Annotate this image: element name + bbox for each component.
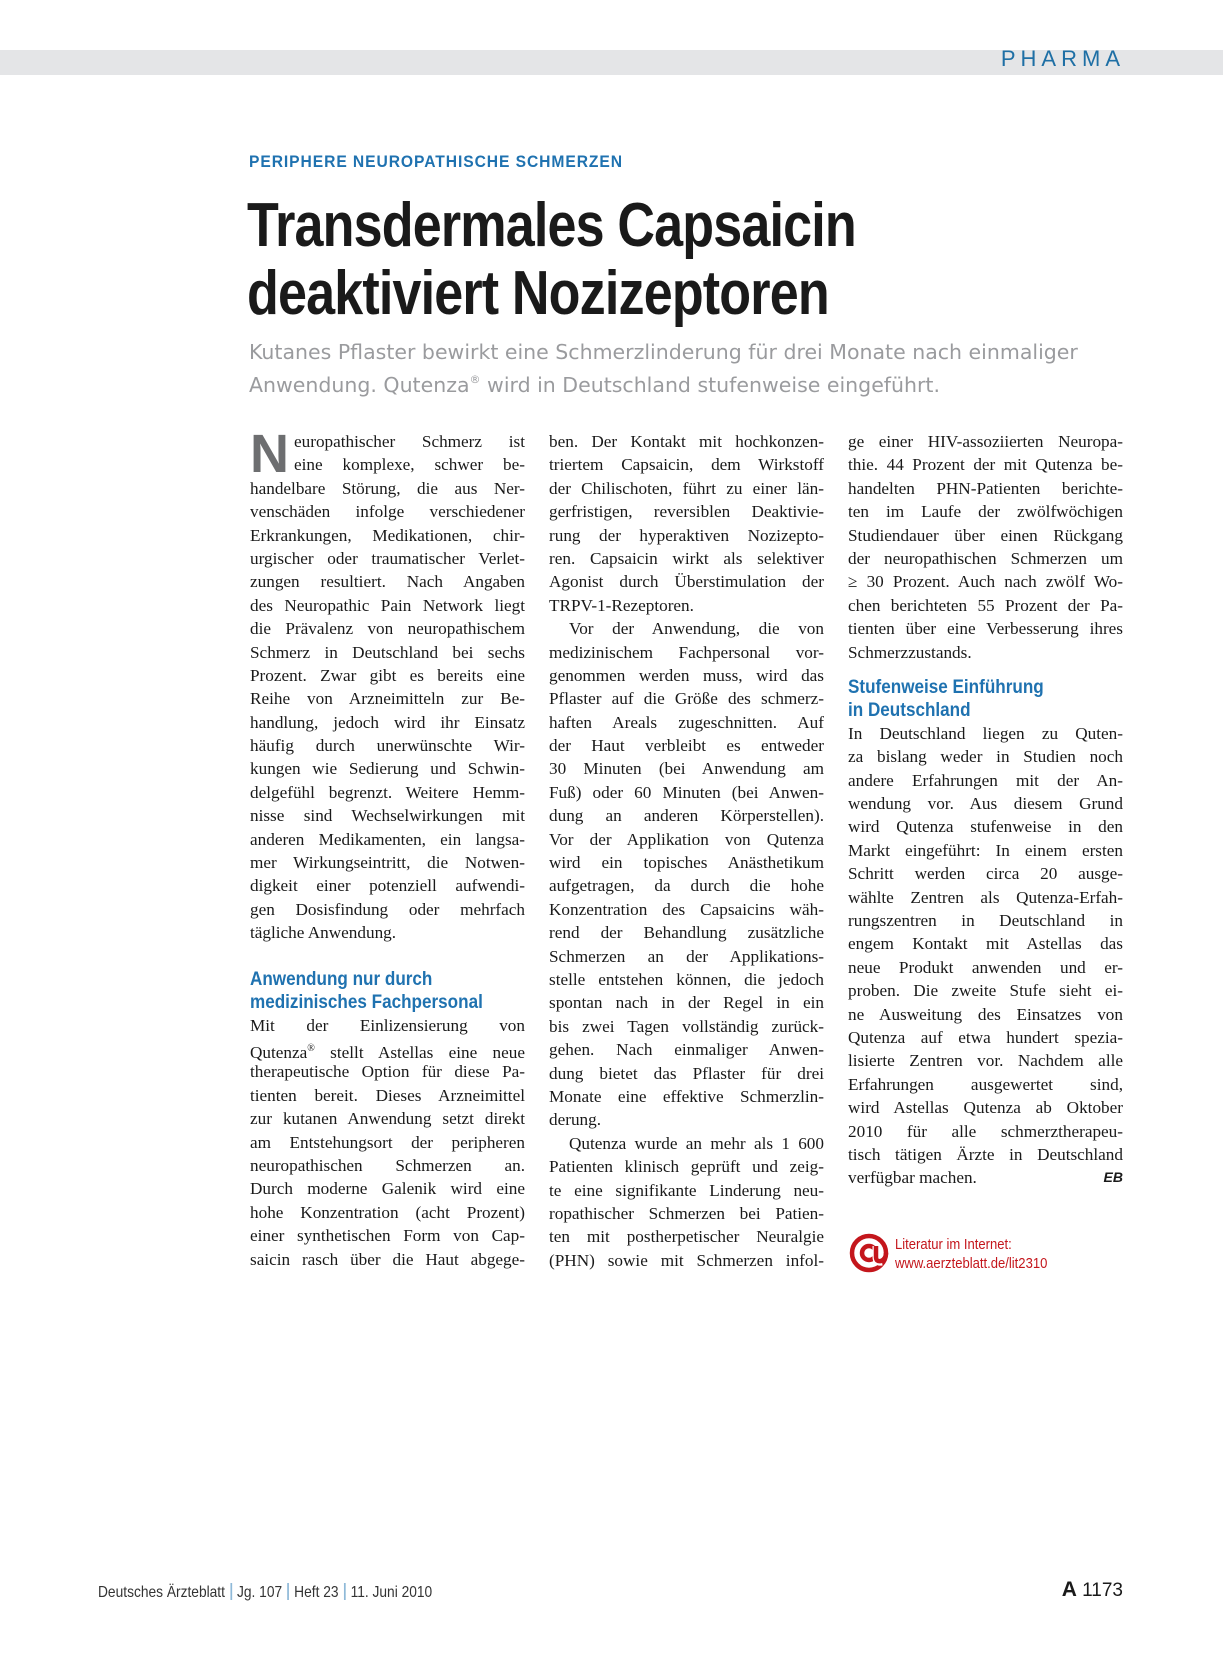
article-column-2 — [549, 430, 824, 1272]
text-line: Vor der Anwendung, die von — [569, 619, 824, 639]
article-column-3 — [848, 430, 1123, 1190]
page-number: A 1173 — [1061, 1578, 1123, 1601]
literature-box — [848, 1232, 1148, 1278]
footer-citation — [98, 1583, 432, 1602]
text-line: tägliche Anwendung. — [250, 923, 397, 943]
text-line: dung an anderen Körperstellen). — [549, 806, 824, 826]
text-line: haften Areals zugeschnitten. Auf — [549, 712, 824, 732]
text-line: TRPV-1-Rezeptoren. — [549, 595, 694, 615]
text-line: 2010 für alle schmerztherapeu- — [848, 1121, 1123, 1141]
subheading-application-line-2: medizinisches Fachpersonal — [250, 991, 483, 1013]
text-line: dung bietet das Pflaster für drei — [549, 1063, 824, 1083]
text-line: digkeit einer potenziell aufwendi- — [250, 876, 525, 896]
text-line: Schmerzzustands. — [848, 642, 972, 662]
text-line: urgischer oder traumatischer Verlet- — [250, 548, 525, 568]
text-line: derung. — [549, 1110, 602, 1130]
text-line: therapeutische Option für diese Pa- — [250, 1062, 525, 1082]
text-line: neuropathischen Schmerzen an. — [250, 1155, 525, 1175]
text-line: Qutenza® stellt Astellas eine neue — [250, 1042, 525, 1062]
text-line: wird Qutenza stufenweise in den — [848, 817, 1123, 837]
text-line: lisierte Zentren vor. Nachdem alle — [848, 1051, 1123, 1071]
text-line: ren. Capsaicin wirkt als selektiver — [549, 548, 824, 568]
text-line: der Haut verbleibt es entweder — [549, 736, 824, 756]
text-line: Durch moderne Galenik wird eine — [250, 1179, 525, 1199]
text-line: Schmerzen an der Applikations- — [549, 946, 824, 966]
subheading-rollout-line-2: in Deutschland — [848, 699, 971, 721]
text-line: wird Astellas Qutenza ab Oktober — [848, 1098, 1123, 1118]
text-line: delgefühl begrenzt. Weitere Hemm- — [250, 782, 525, 802]
text-line: wendung vor. Aus diesem Grund — [848, 794, 1123, 814]
text-line: ≥ 30 Prozent. Auch nach zwölf Wo- — [848, 572, 1123, 592]
text-line: Mit der Einlizensierung von — [250, 1015, 525, 1035]
text-line: europathischer Schmerz ist — [294, 432, 525, 451]
text-line: Vor der Applikation von Qutenza — [549, 829, 824, 849]
text-line: triertem Capsaicin, dem Wirkstoff — [549, 455, 824, 475]
article-standfirst — [249, 338, 1109, 399]
text-line: In Deutschland liegen zu Quten- — [848, 723, 1123, 743]
text-line: Erfahrungen ausgewertet sind, — [848, 1074, 1123, 1094]
drop-cap: N — [250, 424, 289, 484]
text-line: anderen Medikamenten, ein langsa- — [250, 829, 525, 849]
subheading-application: Anwendung nur durch — [250, 968, 433, 990]
text-line: ge einer HIV-assoziierten Neuropa- — [848, 432, 1123, 451]
text-line: Qutenza auf etwa hundert spezia- — [848, 1027, 1123, 1047]
text-line: handelten PHN-Patienten berichte- — [848, 478, 1123, 498]
text-line: Fuß) oder 60 Minuten (bei Anwen- — [549, 782, 824, 802]
headline-line-1: Transdermales Capsaicin — [247, 191, 856, 260]
text-line: genommen werden muss, wird das — [549, 665, 824, 685]
text-line: (PHN) sowie mit Schmerzen infol- — [549, 1250, 824, 1270]
standfirst-line-2: Anwendung. Qutenza® wird in Deutschland stufenweise eingeführt. — [249, 373, 940, 397]
text-line: aufgetragen, da durch die hohe — [549, 876, 824, 896]
text-line: die Prävalenz von neuropathischem — [250, 619, 525, 639]
text-line: tienten bereit. Dieses Arzneimittel — [250, 1085, 525, 1105]
text-line: gehen. Nach einmaliger Anwen- — [549, 1040, 824, 1060]
footer-separator — [344, 1583, 346, 1600]
text-line: verfügbar machen. EB — [848, 1166, 1123, 1189]
headline-line-2: deaktiviert Nozizeptoren — [247, 259, 829, 328]
text-line: wählte Zentren als Qutenza-Erfah- — [848, 887, 1123, 907]
text-line: Agonist durch Überstimulation der — [549, 572, 824, 592]
text-line: der neuropathischen Schmerzen um — [848, 548, 1123, 568]
text-line: am Entstehungsort der peripheren — [250, 1132, 525, 1152]
text-line: gerfristigen, reversiblen Deaktivie- — [549, 502, 824, 522]
text-line: eine komplexe, schwer be- — [294, 455, 525, 475]
text-line: Studiendauer über einen Rückgang — [848, 525, 1123, 545]
article-headline — [247, 192, 1003, 328]
body-paragraph — [250, 424, 525, 945]
text-line: Schmerz in Deutschland bei sechs — [250, 642, 525, 662]
text-line: spontan nach in der Regel in ein — [549, 993, 824, 1013]
subheading-rollout: Stufenweise Einführung — [848, 676, 1044, 698]
text-line: za bislang weder in Studien noch — [848, 747, 1123, 767]
text-line: zur kutanen Anwendung setzt direkt — [250, 1109, 525, 1129]
text-line: tisch tätigen Ärzte in Deutschland — [848, 1144, 1123, 1164]
text-line: Markt eingeführt: In einem ersten — [848, 840, 1123, 860]
text-line: neue Produkt anwenden und er- — [848, 957, 1123, 977]
text-line: Patienten klinisch geprüft und zeig- — [549, 1157, 824, 1177]
text-line: der Chilischoten, führt zu einer län- — [549, 478, 824, 498]
text-line: venschäden infolge verschiedener — [250, 502, 525, 522]
text-line: hohe Konzentration (acht Prozent) — [250, 1202, 525, 1222]
text-line: des Neuropathic Pain Network liegt — [250, 595, 525, 615]
literature-label: Literatur im Internet: — [895, 1237, 1012, 1253]
standfirst-line-1: Kutanes Pflaster bewirkt eine Schmerzlinderung für drei Monate nach einmaliger — [249, 340, 1078, 364]
text-line: Prozent. Zwar gibt es bereits eine — [250, 665, 525, 685]
text-line: andere Erfahrungen mit der An- — [848, 770, 1123, 790]
text-line: ropathischer Schmerzen bei Patien- — [549, 1203, 824, 1223]
literature-link[interactable]: www.aerzteblatt.de/lit2310 — [895, 1256, 1048, 1272]
text-line: wird ein topisches Anästhetikum — [549, 853, 824, 873]
text-line: engem Kontakt mit Astellas das — [848, 934, 1123, 954]
journal-volume: Jg. 107 — [236, 1584, 283, 1601]
footer-separator — [230, 1583, 232, 1600]
text-line: Konzentration des Capsaicins wäh- — [549, 899, 824, 919]
text-line: thie. 44 Prozent der mit Qutenza be- — [848, 455, 1123, 475]
text-line: chen berichteten 55 Prozent der Pa- — [848, 595, 1123, 615]
journal-date: 11. Juni 2010 — [350, 1584, 433, 1601]
text-line: saicin rasch über die Haut abgege- — [250, 1249, 525, 1269]
text-line: stelle entstehen können, die jedoch — [549, 969, 824, 989]
text-line: rungszentren in Deutschland in — [848, 911, 1123, 931]
text-line: handlung, jedoch wird ihr Einsatz — [250, 712, 525, 732]
text-line: gen Dosisfindung oder mehrfach — [250, 899, 525, 919]
journal-name: Deutsches Ärzteblatt — [98, 1584, 225, 1601]
text-line: Pflaster auf die Größe des schmerz- — [549, 689, 824, 709]
text-line: Qutenza wurde an mehr als 1 600 — [569, 1133, 824, 1153]
journal-issue: Heft 23 — [294, 1584, 339, 1601]
text-line: Reihe von Arzneimitteln zur Be- — [250, 689, 525, 709]
text-line: 30 Minuten (bei Anwendung am — [549, 759, 824, 779]
text-line: ten im Laufe der zwölfwöchigen — [848, 502, 1123, 522]
text-line: Monate eine effektive Schmerzlin- — [549, 1086, 824, 1106]
text-line: nisse sind Wechselwirkungen mit — [250, 806, 525, 826]
text-line: medizinischem Fachpersonal vor- — [549, 642, 824, 662]
text-line: bis zwei Tagen vollständig zurück- — [549, 1016, 824, 1036]
registered-mark: ® — [469, 373, 481, 386]
text-line: ne Ausweitung des Einsatzes von — [848, 1004, 1123, 1024]
footer-separator — [287, 1583, 289, 1600]
text-line: handelbare Störung, die aus Ner- — [250, 478, 525, 498]
text-line: rend der Behandlung zusätzliche — [549, 923, 824, 943]
text-line: tienten über eine Verbesserung ihres — [848, 619, 1123, 639]
section-label: PHARMA — [1000, 46, 1125, 71]
text-line: kungen wie Sedierung und Schwin- — [250, 759, 525, 779]
text-line: te eine signifikante Linderung neu- — [549, 1180, 824, 1200]
article-column-1 — [250, 424, 525, 1271]
text-line: zungen resultiert. Nach Angaben — [250, 572, 525, 592]
text-line: ten mit postherpetischer Neuralgie — [549, 1227, 824, 1247]
text-line: proben. Die zweite Stufe sieht ei- — [848, 981, 1123, 1001]
text-line: häufig durch unerwünschte Wir- — [250, 736, 525, 756]
text-line: rung der hyperaktiven Nozizepto- — [549, 525, 824, 545]
article-kicker: PERIPHERE NEUROPATHISCHE SCHMERZEN — [249, 152, 623, 171]
text-line: Erkrankungen, Medikationen, chir- — [250, 525, 525, 545]
at-sign-icon — [848, 1232, 890, 1274]
text-line: mer Wirkungseintritt, die Notwen- — [250, 853, 525, 873]
text-line: einer synthetischen Form von Cap- — [250, 1226, 525, 1246]
text-line: ben. Der Kontakt mit hochkonzen- — [549, 432, 824, 451]
author-initials: EB — [1103, 1169, 1123, 1186]
text-line: Schritt werden circa 20 ausge- — [848, 864, 1123, 884]
